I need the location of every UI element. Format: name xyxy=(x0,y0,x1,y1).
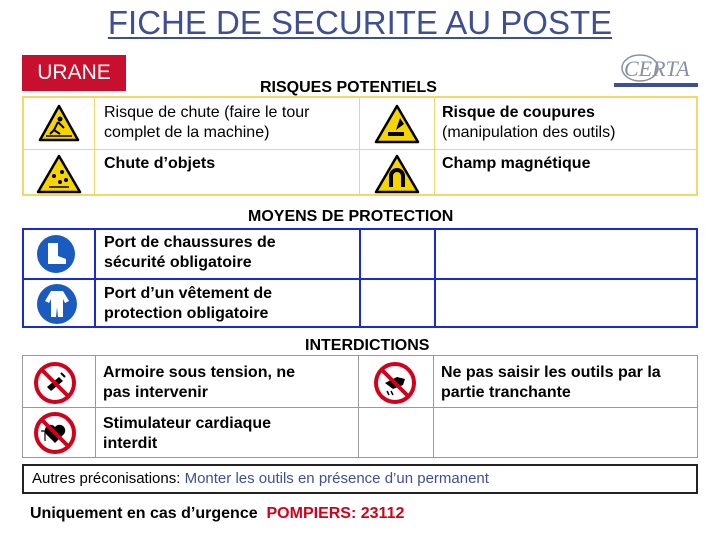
prohibition-cabinet-line1: Armoire sous tension, ne xyxy=(103,364,296,381)
certa-logo xyxy=(610,50,702,92)
risk-label-falling-objects: Chute d’objets xyxy=(104,155,216,172)
cut-hazard-icon xyxy=(374,104,420,144)
station-badge: URANE xyxy=(22,55,126,91)
fall-hazard-icon xyxy=(38,104,80,142)
risk-text-cut xyxy=(442,103,615,143)
emergency-number: 23112 xyxy=(360,505,405,522)
risks-table xyxy=(22,96,698,196)
prohibitions-heading: INTERDICTIONS xyxy=(305,337,430,354)
prohibition-cabinet-line2: pas intervenir xyxy=(103,384,208,401)
prohibition-text-blade xyxy=(441,363,661,403)
prohibition-blade-line1: Ne pas saisir les outils par la xyxy=(441,364,661,381)
prohibition-text-pacemaker xyxy=(103,414,271,454)
emergency-label: Uniquement en cas d’urgence xyxy=(30,505,258,522)
risk-label-cut: Risque de coupures xyxy=(442,104,595,121)
prohibition-pacemaker-line2: interdit xyxy=(103,435,158,452)
protection-text-boots xyxy=(104,233,276,273)
other-recommendations xyxy=(22,464,698,494)
risk-detail-cut: (manipulation des outils) xyxy=(442,124,616,141)
risk-label-fall: Risque de chute xyxy=(104,104,220,121)
other-text: Monter les outils en présence d’un permanent xyxy=(180,470,489,487)
falling-objects-icon xyxy=(36,154,82,194)
magnetic-field-icon xyxy=(374,154,420,194)
risk-label-magnetic: Champ magnétique xyxy=(442,155,591,172)
emergency-service: POMPIERS: xyxy=(266,505,357,522)
safety-boots-icon xyxy=(36,234,76,274)
page-title: FICHE DE SECURITE AU POSTE xyxy=(107,4,613,41)
other-label: Autres préconisations: xyxy=(32,470,181,487)
protective-clothing-icon xyxy=(36,283,78,325)
no-live-cabinet-icon xyxy=(33,361,77,405)
emergency-line xyxy=(30,505,404,523)
risk-detail-fall-line2: complet de la machine) xyxy=(104,124,270,141)
risks-heading: RISQUES POTENTIELS xyxy=(260,79,437,96)
prohibition-text-cabinet xyxy=(103,363,295,403)
protection-heading: MOYENS DE PROTECTION xyxy=(248,208,454,225)
protection-text-clothing xyxy=(104,284,272,324)
protection-boots-line1: Port de chaussures de xyxy=(104,234,276,251)
protection-clothing-line1: Port d’un vêtement de xyxy=(104,285,273,302)
prohibition-blade-line2: partie tranchante xyxy=(441,384,571,401)
protection-clothing-line2: protection obligatoire xyxy=(104,305,269,322)
risk-text-fall xyxy=(104,103,309,143)
protection-boots-line2: sécurité obligatoire xyxy=(104,254,252,271)
protection-table xyxy=(22,228,698,328)
prohibition-pacemaker-line1: Stimulateur cardiaque xyxy=(103,415,272,432)
no-pacemaker-icon xyxy=(33,411,77,455)
risk-detail-fall: (faire le tour xyxy=(219,104,310,121)
no-grab-blade-icon xyxy=(373,361,417,405)
svg-text:CERTA: CERTA xyxy=(624,56,690,81)
prohibitions-table xyxy=(22,355,698,458)
